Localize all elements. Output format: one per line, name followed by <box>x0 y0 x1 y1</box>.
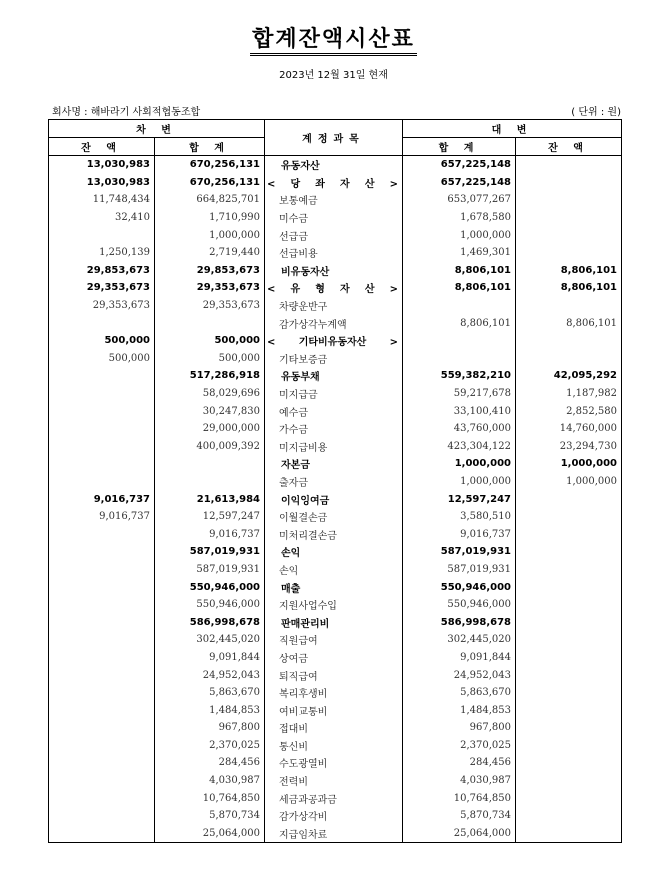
table-row <box>49 191 622 209</box>
table-row <box>49 156 622 174</box>
credit-total-cell: 1,000,000 <box>403 455 516 473</box>
credit-total-cell: 550,946,000 <box>403 596 516 614</box>
credit-balance-cell <box>516 613 622 631</box>
account-name-cell: 보통예금 <box>265 191 403 209</box>
table-row <box>49 490 622 508</box>
debit-balance-cell <box>49 649 155 667</box>
credit-balance-cell <box>516 684 622 702</box>
table-row <box>49 825 622 843</box>
credit-total-cell: 3,580,510 <box>403 508 516 526</box>
debit-balance-cell <box>49 596 155 614</box>
credit-total-cell: 8,806,101 <box>403 279 516 297</box>
debit-balance-cell <box>49 578 155 596</box>
account-name-cell: < 유 형 자 산 > <box>265 279 403 297</box>
credit-balance-cell: 1,187,982 <box>516 385 622 403</box>
credit-balance-cell <box>516 719 622 737</box>
credit-total-cell: 1,000,000 <box>403 226 516 244</box>
debit-total-cell <box>155 473 265 491</box>
debit-total-cell: 400,009,392 <box>155 438 265 456</box>
debit-balance-cell <box>49 367 155 385</box>
debit-balance-cell <box>49 455 155 473</box>
credit-total-cell: 12,597,247 <box>403 490 516 508</box>
table-row <box>49 701 622 719</box>
table-row <box>49 314 622 332</box>
debit-total-cell: 550,946,000 <box>155 596 265 614</box>
credit-total-cell: 9,016,737 <box>403 525 516 543</box>
credit-balance-cell: 2,852,580 <box>516 402 622 420</box>
debit-balance-cell <box>49 438 155 456</box>
credit-total-cell: 4,030,987 <box>403 772 516 790</box>
table-row <box>49 631 622 649</box>
debit-total-cell: 29,853,673 <box>155 262 265 280</box>
debit-total-cell: 29,353,673 <box>155 279 265 297</box>
debit-total-cell: 1,710,990 <box>155 209 265 227</box>
table-row <box>49 279 622 297</box>
account-name-cell: 손익 <box>265 543 403 561</box>
debit-balance-cell <box>49 807 155 825</box>
credit-total-cell: 8,806,101 <box>403 314 516 332</box>
credit-balance-cell <box>516 209 622 227</box>
debit-total-cell: 586,998,678 <box>155 613 265 631</box>
debit-balance-cell: 11,748,434 <box>49 191 155 209</box>
debit-total-cell: 10,764,850 <box>155 789 265 807</box>
account-name-cell: 전력비 <box>265 772 403 790</box>
debit-total-cell: 5,863,670 <box>155 684 265 702</box>
credit-header: 대 변 <box>403 120 622 138</box>
table-row <box>49 402 622 420</box>
debit-balance-cell: 13,030,983 <box>49 174 155 192</box>
credit-balance-cell: 14,760,000 <box>516 420 622 438</box>
account-name-cell: 유동자산 <box>265 156 403 174</box>
table-row <box>49 350 622 368</box>
debit-balance-cell: 29,853,673 <box>49 262 155 280</box>
debit-header: 차 변 <box>49 120 265 138</box>
credit-balance-cell <box>516 191 622 209</box>
debit-total-cell: 24,952,043 <box>155 666 265 684</box>
debit-total-cell: 29,353,673 <box>155 297 265 315</box>
credit-total-cell: 657,225,148 <box>403 156 516 174</box>
credit-total-cell: 9,091,844 <box>403 649 516 667</box>
debit-total-cell: 21,613,984 <box>155 490 265 508</box>
debit-total-cell: 517,286,918 <box>155 367 265 385</box>
debit-total-cell: 284,456 <box>155 754 265 772</box>
credit-balance-cell <box>516 543 622 561</box>
table-row <box>49 244 622 262</box>
account-name-cell: 이익잉여금 <box>265 490 403 508</box>
debit-balance-cell <box>49 226 155 244</box>
credit-balance-cell <box>516 631 622 649</box>
table-row <box>49 473 622 491</box>
credit-total-cell: 24,952,043 <box>403 666 516 684</box>
debit-total-cell: 9,091,844 <box>155 649 265 667</box>
debit-balance-cell: 1,250,139 <box>49 244 155 262</box>
debit-total-cell: 12,597,247 <box>155 508 265 526</box>
debit-balance-cell <box>49 666 155 684</box>
report-date: 2023년 12월 31일 현재 <box>279 70 388 81</box>
credit-total-header: 합 계 <box>403 138 516 156</box>
credit-balance-cell <box>516 772 622 790</box>
credit-total-cell: 43,760,000 <box>403 420 516 438</box>
account-name-cell: 선급금 <box>265 226 403 244</box>
credit-total-cell <box>403 350 516 368</box>
credit-total-cell: 657,225,148 <box>403 174 516 192</box>
account-name-cell: 직원급여 <box>265 631 403 649</box>
account-name-cell: 기타보증금 <box>265 350 403 368</box>
table-row <box>49 649 622 667</box>
table-row <box>49 596 622 614</box>
credit-total-cell: 33,100,410 <box>403 402 516 420</box>
debit-total-cell: 2,370,025 <box>155 737 265 755</box>
credit-balance-cell <box>516 156 622 174</box>
table-row <box>49 772 622 790</box>
debit-balance-cell <box>49 737 155 755</box>
account-name-cell: 이월결손금 <box>265 508 403 526</box>
credit-total-cell: 284,456 <box>403 754 516 772</box>
debit-total-cell: 587,019,931 <box>155 543 265 561</box>
credit-balance-cell <box>516 561 622 579</box>
trial-balance-table <box>48 119 622 843</box>
account-name-cell: 미지급금 <box>265 385 403 403</box>
credit-total-cell: 587,019,931 <box>403 543 516 561</box>
credit-total-cell: 1,484,853 <box>403 701 516 719</box>
credit-balance-cell: 23,294,730 <box>516 438 622 456</box>
debit-total-cell: 2,719,440 <box>155 244 265 262</box>
account-name-cell: 가수금 <box>265 420 403 438</box>
debit-total-cell: 500,000 <box>155 332 265 350</box>
debit-total-cell: 500,000 <box>155 350 265 368</box>
debit-balance-cell <box>49 719 155 737</box>
debit-balance-cell: 13,030,983 <box>49 156 155 174</box>
debit-total-cell: 1,484,853 <box>155 701 265 719</box>
account-name-cell: 세금과공과금 <box>265 789 403 807</box>
account-name-cell: 접대비 <box>265 719 403 737</box>
table-row <box>49 455 622 473</box>
debit-balance-cell <box>49 789 155 807</box>
debit-balance-cell: 500,000 <box>49 332 155 350</box>
credit-total-cell: 5,870,734 <box>403 807 516 825</box>
table-row <box>49 789 622 807</box>
table-row <box>49 807 622 825</box>
credit-total-cell: 1,000,000 <box>403 473 516 491</box>
debit-total-cell: 4,030,987 <box>155 772 265 790</box>
debit-total-cell: 670,256,131 <box>155 174 265 192</box>
account-name-cell: 퇴직급여 <box>265 666 403 684</box>
table-row <box>49 508 622 526</box>
document-title <box>0 22 667 53</box>
table-row <box>49 525 622 543</box>
debit-total-cell: 1,000,000 <box>155 226 265 244</box>
account-name-cell: 손익 <box>265 561 403 579</box>
debit-balance-cell <box>49 754 155 772</box>
credit-balance-cell: 1,000,000 <box>516 455 622 473</box>
debit-balance-cell: 500,000 <box>49 350 155 368</box>
account-name-cell: 지급임차료 <box>265 825 403 843</box>
debit-balance-cell <box>49 525 155 543</box>
debit-balance-cell <box>49 473 155 491</box>
credit-balance-cell <box>516 737 622 755</box>
debit-total-cell <box>155 455 265 473</box>
account-name-cell: 비유동자산 <box>265 262 403 280</box>
debit-balance-cell: 9,016,737 <box>49 490 155 508</box>
credit-balance-cell <box>516 525 622 543</box>
debit-total-cell: 302,445,020 <box>155 631 265 649</box>
table-row <box>49 719 622 737</box>
account-name-cell: 미지급비용 <box>265 438 403 456</box>
credit-total-cell: 586,998,678 <box>403 613 516 631</box>
credit-total-cell: 559,382,210 <box>403 367 516 385</box>
debit-total-header: 합 계 <box>155 138 265 156</box>
credit-balance-cell <box>516 244 622 262</box>
debit-total-cell: 670,256,131 <box>155 156 265 174</box>
table-row <box>49 754 622 772</box>
account-name-cell: 여비교통비 <box>265 701 403 719</box>
credit-total-cell: 59,217,678 <box>403 385 516 403</box>
credit-balance-cell <box>516 226 622 244</box>
table-row <box>49 684 622 702</box>
table-row <box>49 666 622 684</box>
debit-total-cell: 587,019,931 <box>155 561 265 579</box>
debit-balance-cell <box>49 543 155 561</box>
account-name-cell: 선급비용 <box>265 244 403 262</box>
table-row <box>49 613 622 631</box>
credit-total-cell: 423,304,122 <box>403 438 516 456</box>
debit-total-cell: 5,870,734 <box>155 807 265 825</box>
debit-balance-cell <box>49 314 155 332</box>
table-row <box>49 561 622 579</box>
debit-balance-header: 잔 액 <box>49 138 155 156</box>
table-row <box>49 209 622 227</box>
credit-balance-cell: 8,806,101 <box>516 262 622 280</box>
account-name-cell: 미처리결손금 <box>265 525 403 543</box>
company-name: 회사명 : 해바라기 사회적협동조합 <box>52 107 201 118</box>
debit-balance-cell <box>49 631 155 649</box>
account-name-cell: 감가상각누계액 <box>265 314 403 332</box>
account-name-cell: 유동부채 <box>265 367 403 385</box>
title-text: 합계잔액시산표 <box>250 27 417 56</box>
credit-balance-cell <box>516 508 622 526</box>
credit-balance-cell <box>516 297 622 315</box>
credit-balance-cell <box>516 825 622 843</box>
credit-total-cell: 302,445,020 <box>403 631 516 649</box>
table-row <box>49 226 622 244</box>
credit-total-cell: 2,370,025 <box>403 737 516 755</box>
debit-balance-cell: 29,353,673 <box>49 279 155 297</box>
unit-label: ( 단위 : 원) <box>571 107 621 118</box>
debit-total-cell: 550,946,000 <box>155 578 265 596</box>
credit-balance-cell <box>516 701 622 719</box>
credit-total-cell <box>403 332 516 350</box>
account-name-cell: 차량운반구 <box>265 297 403 315</box>
debit-total-cell: 967,800 <box>155 719 265 737</box>
credit-balance-cell <box>516 350 622 368</box>
table-row <box>49 420 622 438</box>
table-row <box>49 297 622 315</box>
table-row <box>49 385 622 403</box>
credit-balance-cell <box>516 332 622 350</box>
credit-balance-cell <box>516 578 622 596</box>
credit-balance-cell <box>516 649 622 667</box>
account-name-cell: < 당 좌 자 산 > <box>265 174 403 192</box>
table-row <box>49 543 622 561</box>
account-name-cell: 예수금 <box>265 402 403 420</box>
table-row <box>49 438 622 456</box>
debit-total-cell: 9,016,737 <box>155 525 265 543</box>
credit-total-cell: 653,077,267 <box>403 191 516 209</box>
debit-balance-cell <box>49 613 155 631</box>
account-name-cell: 매출 <box>265 578 403 596</box>
debit-total-cell: 25,064,000 <box>155 825 265 843</box>
debit-balance-cell <box>49 684 155 702</box>
account-name-cell: 상여금 <box>265 649 403 667</box>
table-row <box>49 578 622 596</box>
credit-total-cell: 5,863,670 <box>403 684 516 702</box>
credit-total-cell: 1,469,301 <box>403 244 516 262</box>
debit-balance-cell <box>49 701 155 719</box>
debit-balance-cell: 9,016,737 <box>49 508 155 526</box>
credit-balance-cell <box>516 789 622 807</box>
account-name-cell: 통신비 <box>265 737 403 755</box>
debit-balance-cell: 32,410 <box>49 209 155 227</box>
debit-total-cell <box>155 314 265 332</box>
debit-total-cell: 29,000,000 <box>155 420 265 438</box>
credit-balance-header: 잔 액 <box>516 138 622 156</box>
credit-balance-cell: 8,806,101 <box>516 279 622 297</box>
credit-balance-cell <box>516 174 622 192</box>
debit-balance-cell <box>49 825 155 843</box>
credit-total-cell: 25,064,000 <box>403 825 516 843</box>
account-name-cell: 출자금 <box>265 473 403 491</box>
account-name-cell: 지원사업수입 <box>265 596 403 614</box>
credit-total-cell: 10,764,850 <box>403 789 516 807</box>
credit-total-cell <box>403 297 516 315</box>
account-name-cell: 수도광열비 <box>265 754 403 772</box>
credit-balance-cell <box>516 666 622 684</box>
account-header: 계정과목 <box>265 120 403 156</box>
account-name-cell: 자본금 <box>265 455 403 473</box>
table-row <box>49 367 622 385</box>
credit-balance-cell: 8,806,101 <box>516 314 622 332</box>
credit-balance-cell <box>516 807 622 825</box>
debit-balance-cell <box>49 420 155 438</box>
account-name-cell: 판매관리비 <box>265 613 403 631</box>
credit-total-cell: 550,946,000 <box>403 578 516 596</box>
credit-balance-cell: 42,095,292 <box>516 367 622 385</box>
account-name-cell: 복리후생비 <box>265 684 403 702</box>
debit-balance-cell <box>49 772 155 790</box>
table-row <box>49 174 622 192</box>
account-name-cell: < 기타비유동자산 > <box>265 332 403 350</box>
credit-balance-cell: 1,000,000 <box>516 473 622 491</box>
credit-balance-cell <box>516 490 622 508</box>
debit-total-cell: 664,825,701 <box>155 191 265 209</box>
debit-balance-cell: 29,353,673 <box>49 297 155 315</box>
credit-total-cell: 8,806,101 <box>403 262 516 280</box>
debit-balance-cell <box>49 561 155 579</box>
account-name-cell: 감가상각비 <box>265 807 403 825</box>
credit-total-cell: 967,800 <box>403 719 516 737</box>
table-row <box>49 262 622 280</box>
account-name-cell: 미수금 <box>265 209 403 227</box>
credit-balance-cell <box>516 596 622 614</box>
debit-total-cell: 30,247,830 <box>155 402 265 420</box>
credit-total-cell: 587,019,931 <box>403 561 516 579</box>
credit-total-cell: 1,678,580 <box>403 209 516 227</box>
debit-balance-cell <box>49 402 155 420</box>
credit-balance-cell <box>516 754 622 772</box>
table-row <box>49 737 622 755</box>
debit-balance-cell <box>49 385 155 403</box>
debit-total-cell: 58,029,696 <box>155 385 265 403</box>
table-row <box>49 332 622 350</box>
